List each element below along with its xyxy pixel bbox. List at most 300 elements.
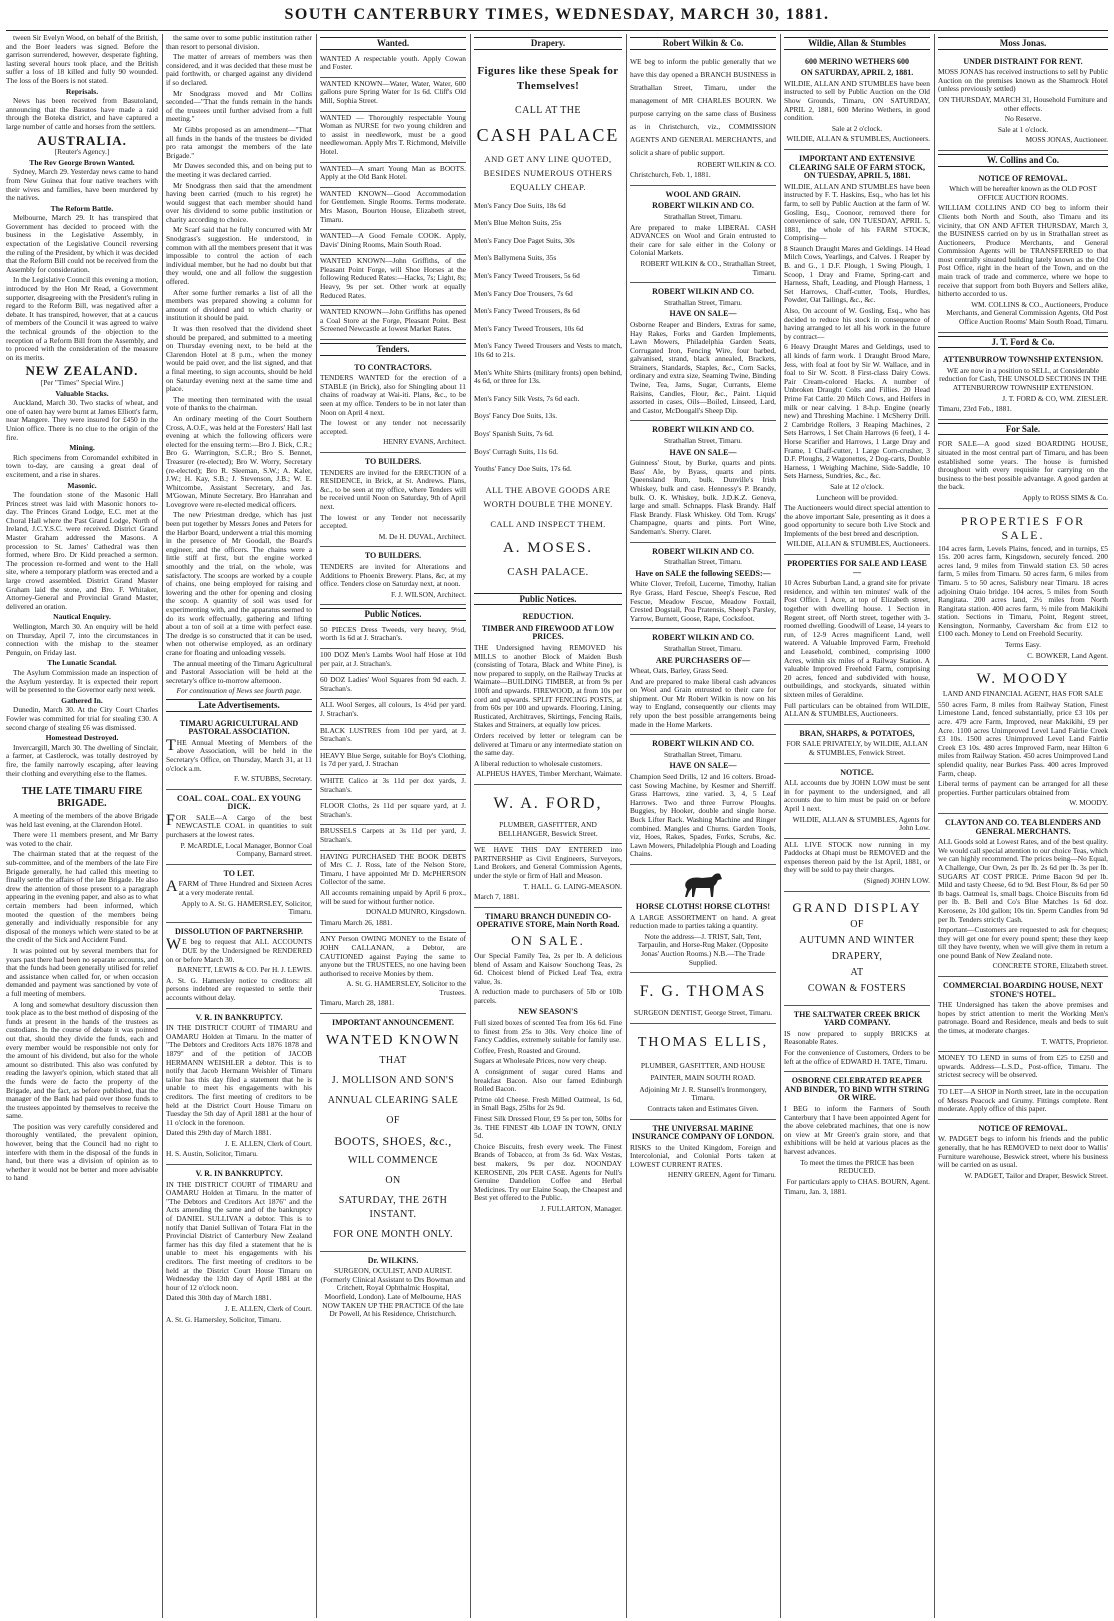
ad-text: ALL Wool Serges, all colours, 1s 4½d per yard. J. Strachan's. bbox=[320, 700, 466, 719]
column-separator bbox=[934, 34, 935, 1618]
ad-address: Strathallan Street, Timaru. bbox=[663, 557, 742, 567]
section-heading: W. Collins and Co. bbox=[938, 154, 1108, 167]
ad-text: FOR SALE PRIVATELY, by WILDIE, ALLAN & STUMBLES, Fenwick Street. bbox=[786, 739, 928, 757]
ad-text: ALL accounts due by JOHN LOW must be sent in for payment to the undersigned, and all accounts due to him must be paid on or before April 1 next. bbox=[784, 778, 930, 813]
ad-text: Choice Biscuits, fresh every week. The Finest Brands of Tobacco, at from 3s 6d. Wax Vestas, best makers, 9s per doz. NOONDAY KEROSENE, 20s PER CASE. Agents for Null's Genuine Dandelion Coffee and Herbal Medicines. Try our Elaine Soap, the Cheapest and Best yet offered to the Public. bbox=[474, 1141, 622, 1203]
section-heading: Moss Jonas. bbox=[938, 37, 1108, 50]
tender-ad bbox=[320, 547, 466, 605]
article-text: News has been received from Basutoland, announcing that the Basutos have made a raid through the Boteka district, and have captured a large number of cattle and horses from the settlers. bbox=[6, 96, 158, 131]
subheading: Reprisals. bbox=[65, 86, 99, 96]
ad-heading: NOTICE OF REMOVAL. bbox=[978, 173, 1068, 183]
section-heading: Late Advertisements. bbox=[166, 699, 312, 712]
ad-text: All accounts remaining unpaid by April 6 prox., will be sued for without further notice. bbox=[320, 887, 466, 906]
ad-line: ON bbox=[385, 1174, 401, 1186]
classified-ad bbox=[938, 814, 1108, 977]
ad-text: WANTED KNOWN—Water, Water, Water, 600 gallons pure Spring Water for 1s 6d. Cliff's Old Mill, Sophia Street. bbox=[320, 78, 466, 105]
ad-text: Coffee, Fresh, Roasted and Ground. bbox=[474, 1045, 581, 1055]
ad-text: WE beg to inform the public generally that we have this day opened a BRANCH BUSINESS in Strathallan Street, Timaru, under the management of MR CHARLES BOURN. We purpose carrying on the same class of Business as in Christchurch, viz., COMMISSION AGENTS AND GENERAL MERCHANTS, and solicit a share of public support. bbox=[630, 56, 776, 157]
section-heading: Wildie, Allan & Stumbles bbox=[784, 37, 930, 50]
ad-text: Adjoining Mr J. R. Stansell's Ironmongery, Timaru. bbox=[639, 1084, 767, 1103]
classified-ad bbox=[320, 53, 466, 78]
classified-ad bbox=[938, 1086, 1108, 1120]
ad-text: White Clover, Trefoil, Lucerne, Timothy, Italian Rye Grass, Hard Fescue, Sheep's Fescue, Red Fescue, Meadow Fescue, Meadow Foxtail, Crested Dogstail, Poa Pratensis, Sheep's Parsley, Yarrow, Burnett, Goose, Rape, Cocksfoot. bbox=[630, 579, 776, 623]
section-heading: Public Notices. bbox=[474, 593, 622, 606]
ad-text: Wheat, Oats, Barley, Grass Seed. bbox=[630, 666, 729, 676]
ad-text: Orders received by letter or telegram can be delivered at Timaru or any intermediate station on the same day. bbox=[474, 731, 622, 758]
price-item: Boys' Curragh Suits, 11s 6d. bbox=[474, 446, 559, 456]
ad-text: For the convenience of Customers, Orders to be left at the office of EDWARD H. TATE, Timaru. bbox=[784, 1048, 930, 1066]
ad-date: Timaru March 26, 1881. bbox=[320, 917, 393, 927]
ad-signature: ROBERT WILKIN & CO., Strathallan Street, Timaru. bbox=[640, 258, 776, 277]
ad-text: ANY Person OWING MONEY to the Estate of JOHN CALLANAN, a Debtor, are CAUTIONED against Paying the same to anyone but the TRUSTEES, no one having been authorised to receive Monies by them. bbox=[320, 934, 466, 978]
ad-text: A liberal reduction to wholesale customers. bbox=[474, 758, 603, 768]
article-text: The meeting then terminated with the usual vote of thanks to the chairman. bbox=[166, 394, 312, 413]
display-ad bbox=[630, 1024, 776, 1120]
ad-text: Champion Seed Drills, 12 and 16 colters. Broad-cast Sowing Machine, by Kesmer and Sherriff. Grass Harrows, zine varied. 3, 4, 5 Leaf Harrows. Two and three Furrow Ploughs. Buggies, by Hooker, double and single horse. Buck Lifter Rack. Washing Machine and Ringer combined. Mangles and Churns. Garden Tools, viz, Hoes, Rakes, Spades, Forks, Scrubs, &c. Lawn Mowers, Philadelphia Plough and Loading Chains. bbox=[630, 772, 776, 859]
column-5 bbox=[630, 34, 776, 1618]
classified-ad bbox=[938, 509, 1108, 667]
classified-ad bbox=[630, 283, 776, 421]
advertisement bbox=[166, 1009, 312, 1166]
ad-text: ALL LIVE STOCK now running in my Paddocks at Ohapi must be REMOVED and the expenses thereon paid by the 1st April, 1881, or they will be sold to pay their charges. bbox=[784, 839, 930, 875]
ad-text: WILDIE, ALLAN AND STUMBLES have been instructed to sell by Public Auction on the Old Show Grounds, Timaru, ON SATURDAY, APRIL 2, 1881, 600 Merino Wethers, in good condition. bbox=[784, 78, 930, 123]
ad-line: CALL AND INSPECT THEM. bbox=[490, 518, 606, 529]
section-heading: J. T. Ford & Co. bbox=[938, 336, 1108, 349]
column-1 bbox=[6, 34, 158, 1618]
article-text: It was then resolved that the dividend sheet should be prepared, and submitted to a meeting on Thursday evening next, to be held at the Clarendon Hotel at 8 p.m., when the money would be paid over, and the list signed, and that a final meeting, to sign accounts, should be held on Saturday evening next at the same time and place. bbox=[166, 324, 312, 394]
ad-text: WANTED KNOWN—Good Accommodation for Gentlemen. Single Rooms. Terms moderate. Mrs Mason, Bourton House, Elizabeth street, Timaru. bbox=[320, 188, 466, 224]
price-item: Boys' Spanish Suits, 7s 6d. bbox=[474, 428, 554, 438]
ad-heading: 600 MERINO WETHERS 600 bbox=[804, 56, 910, 66]
ad-text: Dated this 29th day of March 1881. bbox=[166, 1128, 272, 1138]
ad-text: 104 acres farm, Levels Plains, fenced, and in turnips, £5 15s. 200 acres farm, Kingsdown, securely fenced. 200 acres land, 9 miles from Tinwald station £3. 50 acres farm, 5 miles from Timaru. 50 acres farm, 6 miles from Timaru. 5 to 50 acres, Salisbury near Timaru. 18 acres adjoining Otaio bridge. 104 acres, 5 miles from South Rangitata. 200 acres land, 2½ miles from North Rangitata station. 400 acres farm, ½ mile from Makikihi station. Sections in Timaru, Point, Regent street, Kensington, Normanby, Caversham &c from £12 to £100 each. Money to Lend on Freehold Security. bbox=[938, 543, 1108, 639]
classified-ad bbox=[320, 725, 466, 750]
classified-ad bbox=[784, 725, 930, 764]
article-text: In the Legislative Council this evening a motion, introduced by the Hon Mr Read, a Government supporter, disagreeing with the President's ruling in regard to the Reform Bill, was negatived after a debate. It has transpired, however, that at a caucus of members of the Council it was agreed to waive the technical grounds of the objection to the reception of a Reform Bill from the Assembly, and to proceed with the consideration of the measure on its merits. bbox=[6, 275, 158, 362]
wire-credit: [Per "Times" Special Wire.] bbox=[40, 377, 124, 387]
price-item: Men's Fancy Doe Suits, 18s 6d bbox=[474, 200, 566, 210]
price-item: Men's Fancy Doe Paget Suits, 30s bbox=[474, 235, 575, 245]
ad-heading: V. R. IN BANKRUPTCY. bbox=[195, 1012, 283, 1022]
article-text: The chairman stated that at the request of the sub-committee, and of the members of the late Fire Brigade generally, he had called this meeting to finally settle the affairs of the late Brigade. He also drew the attention of those present to a paragraph appearing in the evening paper, and also as to what certain members had been informed, which mooted the question of the members being generally and individually responsible for any disposal of the moneys which were stated to be at the credit of the Sick and Accident Fund. bbox=[6, 849, 158, 945]
ad-heading: TO LET. bbox=[223, 868, 255, 878]
ad-text: PLUMBER, GASFITTER, AND HOUSE PAINTER, MAIN SOUTH ROAD. bbox=[640, 1060, 766, 1082]
ad-signature: WILDIE, ALLAN & STUMBLES, Auctioneers. bbox=[786, 134, 930, 144]
ad-signature: A. St. G. HAMERSLEY, Solicitor to the Trustees. bbox=[346, 979, 466, 997]
article-text: A long and somewhat desultory discussion then took place as to the best method of disposing of the funds at present in the hands of the trustees as custodians. In the course of debate it was pointed out that, should they divide the funds, each and every member would be responsible not only for the amount of his dividend, but also for the whole amount so distributed. This also was confuted by reading the lawyer's opinion, which stated that all the funds were de facto the property of the Brigade, and the fact, as before published, that the manager of the Bank had paid over those funds to the trustees appointed by themselves to receive the same. bbox=[6, 999, 158, 1121]
ad-line: THAT bbox=[379, 1054, 407, 1066]
ad-signature: J. E. ALLEN, Clerk of Court. bbox=[224, 1303, 312, 1313]
section-heading: Robert Wilkin & Co. bbox=[630, 37, 776, 50]
ad-heading: DISSOLUTION OF PARTNERSHIP. bbox=[174, 926, 304, 936]
ad-text: Contracts taken and Estimates Given. bbox=[647, 1103, 759, 1113]
column-separator bbox=[316, 34, 317, 1618]
price-item: Youths' Fancy Doe Suits, 17s 6d. bbox=[474, 464, 572, 474]
subheading: The Lunatic Scandal. bbox=[47, 658, 117, 668]
ad-text: SURGEON, OCULIST, AND AURIST. (Formerly Clinical Assistant to Drs Bowman and Critchett, Royal Ophthalmic Hospital, Moorfield, London). Late of Melbourne, HAS NOW TAKEN UP THE PRACTICE Of the late Dr Powell, At his Residence, Christchurch. bbox=[320, 1266, 466, 1319]
article-text: The matter of arrears of members was then considered, and it was decided that these must be paid forthwith, or charged against any dividend if so declared. bbox=[166, 52, 312, 87]
ad-text: HEAVY Blue Serge, suitable for Boy's Clothing, 1s 7d per yard, J. Strachan bbox=[320, 750, 466, 769]
ad-text: TENDERS are invited for Alterations and Additions to Phoenix Brewery. Plans, &c, at my office. Tenders close on Saturday next, at noon. bbox=[320, 561, 466, 589]
ad-text: WANTED KNOWN—John Griffiths, of the Pleasant Point Forge, will Shoe Horses at the following Reduced Rates:—Hacks, 7s; Light, 8s; Heavy, 9s per set. Other work at equally Reduced Rates. bbox=[320, 256, 466, 300]
ad-brand: W. MOODY bbox=[976, 671, 1070, 688]
ad-text: ALL Goods sold at Lowest Rates, and of the best quality. We would call special attention to our choice Teas, which we can highly recommend. The prices being—No Equal, A Challenge, Our Own, 2s per lb. 2s 6d per lb. 3s per lb. SUGARS AT COST PRICE. Prime Bacon 9d per lb. Mild and tasty Cheese, 6d to 9d. Best Flour, 8s 6d per 50 lb bags. Oatmeal 1s, small bags. Choice Biscuits from 6d per lb. B. Bell and Co's Blue Matches 1s 6d doz. Kerosene, 2s 10d gallon; 10s tin. Sperm Candles from 9d per lb. Tenders strictly Cash. bbox=[938, 837, 1108, 924]
classified-ad bbox=[474, 844, 622, 908]
classified-ad bbox=[320, 112, 466, 163]
subheading: Gathered In. bbox=[61, 695, 103, 705]
ad-text: WE are now in a position to SELL, at Considerable reduction for Cash, THE UNSOLD SECTIONS IN THE ATTENBURROW TOWNSHIP EXTENSION. bbox=[939, 365, 1107, 392]
ad-text: LAND AND FINANCIAL AGENT, HAS FOR SALE bbox=[942, 689, 1104, 699]
ad-brand: ON SALE. bbox=[511, 932, 585, 948]
subheading: Masonic. bbox=[67, 480, 97, 490]
ad-signature: Apply to A. St. G. HAMERSLEY, Solicitor, Timaru. bbox=[181, 898, 312, 917]
ad-signature: ROBERT WILKIN & CO. bbox=[697, 159, 776, 169]
price-item: Men's White Shirts (military fronts) open behind, 4s 6d, or three for 13s. bbox=[474, 367, 622, 386]
ad-text: A consignment of sugar cured Hams and breakfast Bacon. Also our famed Edinburgh Rolled Bacon. bbox=[474, 1067, 622, 1094]
ad-heading: TO BUILDERS. bbox=[364, 551, 422, 561]
ad-line: ANNUAL CLEARING SALE bbox=[327, 1094, 459, 1106]
article-text: Dunedin, March 30. At the City Court Charles Fowler was committed for trial for stealing £30. A second charge of stealing £6 was dismissed. bbox=[6, 705, 158, 732]
article-text: The new Priestman dredge, which has just been put together by Messrs Jones and Peters for the Harbor Board, underwent a trial this morning in the presence of Mr Goodall, the Board's engineer, and the officers. The chains were a little stiff at first, but the engine worked smoothly and the trial, on the whole, was satisfactory. The scoops are worked by a couple of chains, one being employed for raising and lowering and the other for opening and closing the scoop. A quantity of soil was used for experimenting with, and the apparatus seemed to do its work effectually, gathering and lifting about a ton of soil at a time with perfect ease. The dredge is so constructed that it can be used, when not otherwise employed, as an ordinary crane for floating and unloading vessels. bbox=[166, 510, 312, 657]
classified-ad bbox=[474, 608, 622, 785]
article-text: The annual meeting of the Timaru Agricultural and Pastoral Association will be held at the secretary's office to-morrow afternoon. bbox=[166, 658, 312, 685]
ad-heading: COAL. COAL. COAL. EX YOUNG DICK. bbox=[177, 793, 301, 812]
ad-text: W. PADGET begs to inform his friends and the public generally, that he has REMOVED to next door to Wallis' Furniture warehouse, Beswick street, where his business will be carried on as usual. bbox=[938, 1134, 1108, 1170]
article-text: the same over to some public institution rather than resort to personal division. bbox=[166, 34, 312, 51]
classified-ad bbox=[784, 764, 930, 839]
ad-heading: Have on SALE the following SEEDS:— bbox=[635, 568, 771, 578]
price-list bbox=[474, 202, 622, 474]
ad-text: Also, On account of W. Gosling, Esq., who has decided to reduce his stock in consequence of having arranged to let all his work in the future by contract— bbox=[784, 306, 930, 341]
ad-signature: T. HALL. G. LAING-MEASON. bbox=[523, 881, 622, 891]
ad-text: TO LET—A SHOP in North street, late in the occupation of Messrs Peacock and Grumy. Fittings complete. Rent moderate. Apply office of this paper. bbox=[938, 1087, 1108, 1114]
column-4 bbox=[474, 34, 622, 1618]
classified-ad bbox=[474, 908, 622, 1219]
ad-signature: BARNETT, LEWIS & CO. Per H. J. LEWIS. bbox=[177, 965, 312, 975]
ad-text: Luncheon will be provided. bbox=[816, 492, 898, 502]
column-7 bbox=[938, 34, 1108, 1618]
ad-text: TENDERS are invited for the ERECTION of a RESIDENCE, in Brick, at St. Andrews. Plans, &c., to be seen at my office, where Tenders will be received until Noon on Saturday, 9th of April next. bbox=[320, 467, 466, 511]
ad-text: IN THE DISTRICT COURT of TIMARU and OAMARU Holden at Timaru. In the matter of "The Debtors and Creditors Act 1876" and the Acts amending the same and of the bankruptcy of DANIEL SULLIVAN a debtor. This is to notify that Daniel Sullivan of Totara Flat in the Provincial District of Canterbury New Zealand farmer has this day filed a statement that he is unable to meet his engagements with his creditors. The first meeting of creditors to be held at the District Court House Timaru on Wednesday the 13th day of April 1881 at the hour of 12 o'clock noon. bbox=[166, 1179, 312, 1292]
ad-text: 100 DOZ Men's Lambs Wool half Hose at 10d per pair, at J. Strachan's. bbox=[320, 650, 466, 668]
ad-line: OF bbox=[850, 918, 864, 930]
article-text: Mr Dawes seconded this, and on being put to the meeting it was declared carried. bbox=[166, 161, 312, 179]
column-3 bbox=[320, 34, 466, 1618]
ad-text: AFARM of Three Hundred and Sixteen Acres at a very moderate rental. bbox=[166, 878, 312, 898]
classified-ad bbox=[630, 186, 776, 283]
subheading: The Reform Battle. bbox=[50, 203, 114, 213]
auction-ad bbox=[784, 53, 930, 150]
ad-text: Which will be hereafter known as the OLD POST OFFICE AUCTION ROOMS. bbox=[949, 184, 1097, 202]
wire-credit: [Reuter's Agency.] bbox=[54, 147, 110, 157]
article-text: Mr Gibbs proposed as an amendment—"That all funds in the hands of the trustees be divided pro rata amongst the members of the late Brigade." bbox=[166, 124, 312, 160]
ad-heading: REDUCTION. bbox=[522, 612, 574, 622]
ad-text: IN THE DISTRICT COURT of TIMARU and OAMARU Holden at Timaru. In the matter of "The Debtors and Creditors Acts 1876 1878 and 1879" and of the petition of JACOB HERMANN WEISHLER a debtor. This is to notify that Jacob Hermann Weishler of Timaru tailor has this day filed a statement that he is unable to meet his engagements with his creditors. The first meeting of creditors to be held at the District Court House Timaru on Tuesday the 5th day of April 1881 at the hour of 11 o'clock in the forenoon. bbox=[166, 1023, 312, 1127]
display-ad bbox=[320, 1014, 466, 1252]
ad-text: I BEG to inform the Farmers of South Canterbury that I have been appointed Agent for the above celebrated machines, that one is now on view at Mr Green's grain store, and that exhibitions will be held at various places as the harvest advances. bbox=[784, 1104, 930, 1156]
ad-signature: WM. COLLINS & CO., Auctioneers, Produce Merchants, and General Commission Agents, Old Post Office Auction Rooms' Main South Road, Timaru. bbox=[946, 299, 1108, 327]
column-separator bbox=[626, 34, 627, 1618]
ad-text: Sale at 2 o'clock. bbox=[831, 123, 883, 133]
article-text: Mr Snodgrass then said that the amendment having been carried (much to his regret) he would suggest that each member should hand over his dividend to some public institution or charity according to choice. bbox=[166, 180, 312, 224]
ad-heading: ATTENBURROW TOWNSHIP EXTENSION. bbox=[942, 355, 1104, 365]
ad-brand: F. G. THOMAS bbox=[639, 983, 767, 1001]
ad-signature: P. McARDLE, Local Manager, Bonnor Coal Company, Barnard street. bbox=[180, 840, 312, 859]
ad-text: Finest Silk Dressed Flour, £9 5s per ton, 50lbs for 3s. THE FINEST 4lb LOAF IN TOWN, ONLY 5d. bbox=[474, 1114, 622, 1141]
ad-text: H. S. Austin, Solicitor, Timaru. bbox=[166, 1149, 258, 1159]
subheading: Valuable Stacks. bbox=[55, 388, 109, 398]
ad-heading: COMMERCIAL BOARDING HOUSE, NEXT STONE'S HOTEL. bbox=[942, 981, 1103, 999]
ad-signature: For particulars apply to CHAS. BOURN, Agent. bbox=[786, 1176, 930, 1186]
subheading: The Rev George Brown Wanted. bbox=[29, 157, 135, 167]
ad-heading: HAVE ON SALE— bbox=[669, 447, 737, 457]
ad-headline: Figures like these Speak for Themselves! bbox=[477, 64, 619, 92]
ad-heading: ROBERT WILKIN AND CO. bbox=[652, 546, 754, 556]
classified-ad bbox=[320, 933, 466, 1014]
ad-heading: TO CONTRACTORS. bbox=[354, 362, 432, 372]
ad-text: MOSS JONAS has received instructions to sell by Public Auction on the premises known as the Shamrock Hotel (unless previously settled) bbox=[938, 67, 1108, 94]
ad-line: BOOTS, SHOES, &c., bbox=[334, 1133, 452, 1148]
ad-line: AUTUMN AND WINTER bbox=[799, 934, 915, 946]
ad-signature: T. WATTS, Proprietor. bbox=[1041, 1036, 1108, 1046]
classified-ad bbox=[320, 188, 466, 230]
ad-line: DRAPERY, bbox=[831, 950, 883, 962]
ad-text: FOR SALE—A Cargo of the best NEWCASTLE COAL in quantities to suit purchasers at the lowest rates. bbox=[166, 811, 312, 840]
article-text: After some further remarks a list of all the members was prepared showing a column for amount of dividend and to which charity or institution it should be paid. bbox=[166, 287, 312, 323]
ad-line: AT bbox=[850, 966, 864, 978]
classified-ad bbox=[938, 170, 1108, 333]
ad-text: To meet the times the PRICE has been REDUCED. bbox=[800, 1157, 914, 1176]
ad-text: Sugars at Wholesale Prices, now very cheap. bbox=[474, 1056, 607, 1066]
article-text: Melbourne, March 29. It has transpired that Government has decided to proceed with the business in the Legislative Assembly, in expectation of the Legislative Council reversing the ruling of the President, by which it was decided that the Reform Bill could not be received from the Assembly for consideration. bbox=[6, 213, 158, 274]
ad-text: SURGEON DENTIST, George Street, Timaru. bbox=[633, 1008, 773, 1018]
ad-brand: THOMAS ELLIS, bbox=[637, 1034, 769, 1050]
classified-ad bbox=[938, 666, 1108, 814]
section-heading: Drapery. bbox=[474, 37, 622, 50]
ad-heading: NEW SEASON'S bbox=[518, 1007, 578, 1017]
ad-text: Sale at 12 o'clock. bbox=[830, 481, 884, 491]
ad-heading: IMPORTANT AND EXTENSIVE CLEARING SALE OF FARM STOCK, ON TUESDAY, APRIL 5, 1881. bbox=[788, 153, 926, 181]
classified-ad bbox=[320, 255, 466, 306]
article-text: The foundation stone of the Masonic Hall Princes street was laid with Masonic honors to-day. The Princes Grand Lodge, E.C. met at the Choral Hall where the Past Grand Lodge, North of Ireland, J.C.Y.S.C. were received. District Grand Master Graham addressed the Masons. A procession to St. James' Cathedral was then formed, where Bro. Dr Kidd preached a sermon. The procession re-formed and went to the Hall site, where a temporary platform was erected and a large crowd assembled. District Grand Master Graham laid the stone, and Bro. F. Whitaker, Attorney-General and Provincial Grand Master, delivered an oration. bbox=[6, 490, 158, 611]
classified-ad bbox=[320, 674, 466, 699]
ad-date: Christchurch, Feb. 1, 1881. bbox=[630, 170, 711, 180]
ad-text: 6 Heavy Draught Mares and Geldings, used to all kinds of farm work. 1 Draught Brood Mare, Jess, with foal at foot by Sir W. Wallace, and in foal to Sir W. Scott. 8 First-class Dairy Cows. Pair Cream-colored Hacks. A number of Unbroken Draught Colts and Fillies. 20 Head Prime Fat Cattle. 20 Milch Cows, and Heifers in milk or near calving. 1 8-h.p. Engine (nearly new) and Threshing Machine. 1 McSherry Drill. 2 Cambridge Rollers, 3 Reaping Machines, 2 Sets Harrows, 1 Set Chain Harrows (6 feet), 1 4-Horse Scarifier and Harrows, 1 Large Dray and Frame, 1 Chaff-cutter, 1 Large Corn-crusher, 3 D.F. Ploughs, 2 Wagonettes, 2 Dog-carts, Double Harness, 1 Weighing Machine, Side-Saddle, 10 Sets Harness, Sundries, &c., &c. bbox=[784, 342, 930, 481]
classified-ad bbox=[938, 1120, 1108, 1186]
tender-ad bbox=[320, 453, 466, 547]
ad-signature: M. De H. DUVAL, Architect. bbox=[378, 531, 466, 541]
ad-line: CALL AT THE bbox=[515, 104, 581, 116]
advertisement bbox=[166, 790, 312, 865]
section-heading: Public Notices. bbox=[320, 608, 466, 621]
ad-brand: W. A. FORD, bbox=[493, 794, 603, 812]
ad-signature: C. BOWKER, Land Agent. bbox=[1027, 650, 1108, 660]
ad-text: 550 acres Farm, 8 miles from Railway Station, Finest Limestone Land, fenced substantially, price £3 10s per acre. 479 acre Farm, Improved, near Makikihi, £9 per Acre. 1100 acres Unimproved Level Land Fairlie Creek £3 10s. 1500 acres Unimproved Level Land Fairlie Creek £3 10s. 480 acres Improved Farm, near Hilton 6 miles from Railway Station. 450 acres Unimproved Land splendid quality, near Burkes Pass. 400 acres Improved Farm, cheap. bbox=[938, 699, 1108, 778]
ad-signature: WILDIE, ALLAN & STUMBLES, Auctioneers. bbox=[786, 539, 930, 549]
classified-ad bbox=[630, 629, 776, 735]
masthead-rule bbox=[6, 30, 1108, 31]
ad-text: THE Annual Meeting of Members of the above Association, will be held in the Secretary's Office, on Thursday, March 31, at 11 o'clock a.m. bbox=[166, 736, 312, 773]
classified-ad bbox=[630, 543, 776, 630]
price-item: Men's Fancy Doe Trousers, 7s 6d bbox=[474, 288, 573, 298]
article-text: tween Sir Evelyn Wood, on behalf of the British, and the Boer leaders was signed. Before the garrison surrendered, however, desperate fighting, lasting several hours took place, and the British suffer a loss of 18 killed and fully 90 wounded. The loss of the Boers is not stated. bbox=[6, 34, 158, 85]
classified-ad bbox=[320, 1252, 466, 1324]
ad-text: BRUSSELS Carpets at 3s 11d per yard, J. Strachan's. bbox=[320, 826, 466, 844]
ad-text: WHITE Calico at 3s 11d per doz yards, J. Strachan's. bbox=[320, 776, 466, 794]
article-text: Mr Snodgrass moved and Mr Collins seconded—"That the funds remain in the hands of the trustees until further advised from a full meeting." bbox=[166, 88, 312, 124]
section-heading: For Sale. bbox=[938, 423, 1108, 436]
ad-text: A. St. G. Hamersley, Solicitor, Timaru. bbox=[166, 1314, 282, 1324]
classified-ad bbox=[320, 699, 466, 724]
tender-ad bbox=[320, 359, 466, 453]
ad-address: Strathallan Street, Timaru. bbox=[663, 297, 742, 307]
section-heading: Wanted. bbox=[320, 37, 466, 50]
ad-text: Important—Customers are requested to ask for cheques; they will get one for every pound spent; these they keep till they have twenty, when we will give them in return a one pound Bank of New Zealand note. bbox=[938, 925, 1108, 960]
column-6 bbox=[784, 34, 930, 1618]
ad-address: Strathallan Street, Timaru. bbox=[663, 749, 742, 759]
price-item: Men's Fancy Tweed Trousers and Vests to match, 10s 6d to 21s. bbox=[474, 341, 622, 359]
article-text: An ordinary meeting of the Court Southern Cross, A.O.F., was held at the Foresters' Hall last evening at which the following officers were elected for the ensuing term:—Bro J. Bick, C.R.; Bro G. Warrington, S.C.R.; Bro S. Bennet, Treasurer (re-elected); Bro W. Worry, Secretary (re-elected); Bro R. Sleeman, S.W.; A. Kaler, J.W.; H. Kay, S.B.; J. Stevenson, J.B.; W. E. Whitcombe, Assistant Secretary, and Jas. M'Gowan, Minute Secretary. Bro Hanrahan and Lovegrove were re-elected medical officers. bbox=[166, 413, 312, 509]
ad-heading: THE SALTWATER CREEK BRICK YARD COMPANY. bbox=[793, 1009, 921, 1028]
section-heading: AUSTRALIA. bbox=[37, 132, 127, 148]
ad-heading: TIMARU BRANCH DUNEDIN CO-OPERATIVE STORE, Main North Road. bbox=[476, 911, 620, 930]
ad-heading: THE UNIVERSAL MARINE INSURANCE COMPANY OF LONDON. bbox=[631, 1123, 775, 1142]
classified-ad bbox=[630, 53, 776, 186]
ad-heading: ARE PURCHASERS OF— bbox=[655, 655, 751, 665]
article-text: Wellington, March 30. An enquiry will be held on Thursday, April 7, into the circumstances in connection with the mishap to the steamer Penguin, on Friday last. bbox=[6, 622, 158, 657]
article-heading: THE LATE TIMARU FIRE BRIGADE. bbox=[21, 786, 143, 810]
ad-text: FOR SALE—A good sized BOARDING HOUSE, situated in the most central part of Timaru, and has been established some years. The house is furnished throughout with every requisite for carrying on the business to the best possible advantage. A good garden at the back. bbox=[938, 439, 1108, 492]
auction-ad bbox=[938, 53, 1108, 151]
advertisement bbox=[166, 865, 312, 923]
ad-line: J. MOLLISON AND SON'S bbox=[331, 1074, 455, 1086]
price-item: Men's Fancy Silk Vests, 7s 6d each. bbox=[474, 393, 580, 403]
ad-heading: ROBERT WILKIN AND CO. bbox=[652, 633, 754, 643]
masthead: SOUTH CANTERBURY TIMES, WEDNESDAY, MARCH 30, 1881. bbox=[284, 6, 830, 23]
ad-text: WE HAVE THIS DAY ENTERED into PARTNERSHIP as Civil Engineers, Surveyors, Land Brokers, and General Commission Agents, under the style or firm of Hall and Meason. bbox=[474, 845, 622, 880]
advertisement bbox=[166, 1165, 312, 1329]
horse-icon bbox=[680, 870, 726, 900]
ad-heading: ON SATURDAY, APRIL 2, 1881. bbox=[800, 68, 914, 78]
classified-ad bbox=[630, 1120, 776, 1186]
ad-heading: UNDER DISTRAINT FOR RENT. bbox=[963, 56, 1083, 66]
ad-text: Osborne Reaper and Binders, Extras for same, Hay Rakes, Forks and Garden Implements, Lawn Mowers, Philadelphia Garden Seats, Corrugated Iron, Fencing Wire, four barbed, galvanised, strand, black annealed, Brackets, Strainers, Standards, Staples, &c., Corn Sacks, ordinary and extra size, Seaming Twine, Binding Twine, Tea, Jams, Sugar, Currants, Eleme Raisins, Candles, Flour, &c., Paint. Liquid assorted in cases, Oils—Boiled, Linseed, Lard, and Castor, McDougall's Sheep Dip. bbox=[630, 319, 776, 415]
ad-text: Are prepared to make LIBERAL CASH ADVANCES on Wool and Grain entrusted to their care for sale either in the Colony or Colonial Markets. bbox=[630, 222, 776, 258]
classified-ad bbox=[938, 351, 1108, 420]
ad-text: 60 DOZ Ladies' Wool Squares from 9d each. J. Strachan's. bbox=[320, 675, 466, 693]
classified-ad bbox=[784, 555, 930, 725]
article-text: Sydney, March 29. Yesterday news came to hand from New Guinea that four native teachers with their wives and families, have been murdered by the natives. bbox=[6, 167, 158, 203]
ad-signature: ALPHEUS HAYES, Timber Merchant, Waimate. bbox=[476, 769, 622, 779]
ad-signature: WILDIE, ALLAN & STUMBLES, Agents for John Low. bbox=[792, 814, 930, 833]
ad-heading: NOTICE. bbox=[840, 767, 874, 777]
ad-line: FOR ONE MONTH ONLY. bbox=[333, 1228, 453, 1240]
ad-text: And are prepared to make liberal cash advances on Wool and Grain entrusted to their care for shipment. Our Mr Robert Wilkin is now on his way to England, consequently our clients may rely upon the best possible arrangements being made in the Home Markets. bbox=[630, 676, 776, 729]
ad-signature: (Signed) JOHN LOW. bbox=[863, 876, 930, 886]
ad-signature: HENRY EVANS, Architect. bbox=[383, 437, 466, 447]
ad-text: WILLIAM COLLINS AND CO beg to inform their Clients both North and South, also Timaru and its vicinity, that ON AND AFTER THURSDAY, March 3, the BUSINESS carried on by us in Strathallan street as Auctioneers, Produce Merchants, and General Commission Agents will be TRANSFERRED to that most centrally situated building lately known as the Old Post Office, right in the heart of the Town, and on the main track of trade and commerce, where we hope to receive that support from both Buyers and Sellers alike, hitherto accorded to us. bbox=[938, 203, 1108, 299]
column-separator bbox=[162, 34, 163, 1618]
ad-text: Terms Easy. bbox=[1005, 640, 1041, 650]
ad-text: 50 PIECES Dress Tweeds, very heavy, 9½d, worth 1s 6d at J. Strachan's. bbox=[320, 624, 466, 643]
column-separator bbox=[470, 34, 471, 1618]
ad-line: CASH PALACE. bbox=[507, 565, 589, 578]
classified-ad bbox=[320, 649, 466, 674]
ad-address: Strathallan Street, Timaru. bbox=[663, 643, 742, 653]
ad-text: 10 Acres Suburban Land, a grand site for private residence, and within ten minutes' walk of the Post Office. 1 Acre, at top of Elizabeth street, together with dwelling house. 1 Section in Regent street, off North street, together with 3-roomed dwelling. Goodwill of Lease, 14 years to run, of 12-9 Acres magnificent Land, well watered. A Valuable Improved Farm, Freehold and Leasehold, combined, comprising 1000 Acres, within six miles of a Railway Station. A valuable Improved Freehold Farm, comprising 20 acres, fenced and subdivided with house, outbuildings, and stockyards, situated within sixteen miles of Geraldine. bbox=[784, 578, 930, 699]
ad-text: PLUMBER, GASFITTER, AND BELLHANGER, Beswick Street. bbox=[498, 819, 598, 838]
ad-text: TENDERS WANTED for the erection of a STABLE (in Brick), also for Shingling about 11 chains of roadway at Wai-iti. Plans, &c., to be seen at my office. Tenders to be in not later than Noon on April 4 next. bbox=[320, 373, 466, 417]
classified-ad bbox=[938, 438, 1108, 508]
ad-heading: HAVE ON SALE— bbox=[669, 761, 737, 771]
ad-text: 8 Staunch Draught Mares and Geldings. 14 Head Milch Cows, Yearlings, and Calves. 1 Reaper by B. and G., 1 D.F. Plough, 1 Swing Plough, 1 Scoop, 1 Dray and Frame, Spring-cart and Harness, Shaft, Leading, and Plough Harness, 1 Set Harrows, Chaff-cutter, Tools, Hurdles, Powder, Oat Tailings, &c., &c. bbox=[784, 243, 930, 305]
article-text: Mr Scarf said that he fully concurred with Mr Snodgrass's suggestion. He understood, in common with all the members present that it was impossible to control the action of each individual member, but he had no doubt but that they would, one and all follow the suggestion offered. bbox=[166, 225, 312, 287]
ad-heading: TIMBER AND FIREWOOD AT LOW PRICES. bbox=[481, 623, 615, 642]
article-text: The position was very carefully considered and thoroughly ventilated, the prevalent opinion, however, being that the Council had no right to interfere with them in the disposal of the funds in hand, but there was a division of opinion as to whether it would not be better and more advisable to hand bbox=[6, 1121, 158, 1183]
ad-text: Liberal terms of payment can be arranged for all these properties. Further particulars obtained from bbox=[938, 779, 1108, 797]
ad-address: Strathallan Street, Timaru. bbox=[663, 436, 742, 446]
ad-brand: A. MOSES. bbox=[502, 539, 594, 556]
ad-text: RISKS to the United Kingdom, Foreign and Intercolonial, and Colonial Ports taken at LOWEST CURRENT RATES. bbox=[630, 1142, 776, 1169]
article-text: Auckland, March 30. Two stacks of wheat, and one of oaten hay were burnt at James Elliott's farm, near Mangere. They were insured for £450 in the Union office. There is no clue to the origin of the fire. bbox=[6, 398, 158, 442]
ad-line: SATURDAY, THE 26TH INSTANT. bbox=[338, 1194, 448, 1220]
ad-heading: HAVE ON SALE— bbox=[669, 309, 737, 319]
ad-line: COWAN & FOSTERS bbox=[807, 982, 907, 994]
ad-text: WANTED—A smart Young Man as BOOTS. Apply at the Old Bank Hotel. bbox=[320, 163, 466, 182]
ad-text: Dated this 30th day of March 1881. bbox=[166, 1293, 272, 1303]
article-text: It was pointed out by several members that for years past there had been no separate accounts, and that the funds had been generally utilised for relief and assistance when called for, or when occasion demanded and payment was sanctioned by vote of a full meeting of members. bbox=[6, 946, 158, 998]
ad-text: Sale at 1 o'clock. bbox=[997, 124, 1049, 134]
ad-text: HAVING PURCHASED THE BOOK DEBTS of Mrs C. J. Ross, late of the Nelson Store, Timaru, I have appointed Mr D. McPHERSON Collector of the same. bbox=[320, 851, 466, 887]
article-text: There were 11 members present, and Mr Barry was voted to the chair. bbox=[6, 830, 158, 848]
ad-line: AND GET ANY LINE QUOTED, BESIDES NUMEROUS OTHERS EQUALLY CHEAP. bbox=[483, 153, 613, 192]
column-2 bbox=[166, 34, 312, 1618]
classified-ad bbox=[630, 735, 776, 865]
ad-heading: IMPORTANT ANNOUNCEMENT. bbox=[332, 1018, 454, 1028]
ad-text: MONEY TO LEND in sums of from £25 to £250 and upwards. Address—L.S.D., Post-office, Timaru. The strictest secrecy will be observed. bbox=[938, 1053, 1108, 1080]
article-text: The Asylum Commission made an inspection of the Asylum yesterday. It is expected their report will be presented to the Governor early next week. bbox=[6, 667, 158, 695]
classified-ad bbox=[320, 750, 466, 775]
ad-heading: PROPERTIES FOR SALE AND LEASE— bbox=[787, 559, 927, 577]
ad-text: Guinness' Stout, by Burke, quarts and pints. Bass' Ale, by Byass, quarts and pints. Queensland Rum, bulk. Dunville's Irish Whiskey, bulk and case. Hennessy's P. Brandy, bulk. O. K. Whiskey, bulk. J.D.K.Z. Geneva, large and small. Schnapps. Flask Brandy. Half Flask Brandy. Flask Whiskey. Old Tom. Krugs' Champagne, quarts and pints. Port Wine, Sandeman's. Sherry. Claret. bbox=[630, 458, 776, 536]
ad-text: The Auctioneers would direct special attention to the above important Sale, presenting as it does a good opportunity to secure both Live Stock and Implements of the best breed and description. bbox=[784, 503, 930, 538]
display-ad bbox=[784, 892, 930, 1006]
subheading: Mining. bbox=[69, 443, 95, 453]
classified-ad bbox=[320, 775, 466, 800]
ad-text: THE Undersigned having REMOVED his MILLS to another Block of Maiden Bush (consisting of Totara, Black and White Pine), is now prepared to supply, on the Railway Trucks at Waimate—BUILDING TIMBER, at from 9s per 100ft and upwards. FIREWOOD, at from 10s per cord and upwards. SPLIT FENCING POSTS, at from 60s per 100 and upwards. Flooring, Lining, Rusticated, Architraves, Skirtings, Fencing Rails, Stakes and Strainers, at equally low prices. bbox=[474, 643, 622, 730]
display-ad bbox=[474, 785, 622, 844]
ad-date: Timaru, March 28, 1881. bbox=[320, 998, 395, 1008]
ad-date: Timaru, 23rd Feb., 1881. bbox=[938, 404, 1012, 414]
continuation-note: For continuation of News see fourth page. bbox=[176, 686, 302, 696]
ad-signature: J. E. ALLEN, Clerk of Court. bbox=[224, 1138, 312, 1148]
ad-signature: DONALD MUNRO, Kingsdown. bbox=[365, 907, 466, 917]
classified-ad bbox=[320, 851, 466, 934]
ad-text: A reduction made to purchasers of 5lb or 10lb parcels. bbox=[474, 987, 622, 1005]
ad-text: A. St. G. Hamersley notice to creditors: all persons indebted are requested to settle their accounts without delay. bbox=[166, 975, 312, 1002]
ad-text: Note the address—J. TRIST, Salt, Tent, Tarpaulin, and Horse-Rug Maker. (Opposite Jonas' Auction Rooms.) N.B.—The Trade Supplied. bbox=[637, 931, 769, 967]
ad-line: GRAND DISPLAY bbox=[792, 899, 922, 915]
classified-ad bbox=[784, 839, 930, 892]
ad-signature: W. PADGET, Tailor and Draper, Beswick Street. bbox=[964, 1170, 1108, 1180]
ad-heading: Dr. WILKINS. bbox=[367, 1255, 419, 1265]
subheading: Homestead Destroyed. bbox=[45, 733, 119, 743]
price-item: Men's Fancy Tweed Trousers, 10s 6d bbox=[474, 323, 584, 333]
classified-ad bbox=[784, 1072, 930, 1202]
classified-ad bbox=[784, 1006, 930, 1073]
ad-date: Timaru, Jan. 3, 1881. bbox=[784, 1187, 847, 1197]
ad-text: ON THURSDAY, MARCH 31, Household Furniture and other effects. bbox=[938, 94, 1108, 113]
